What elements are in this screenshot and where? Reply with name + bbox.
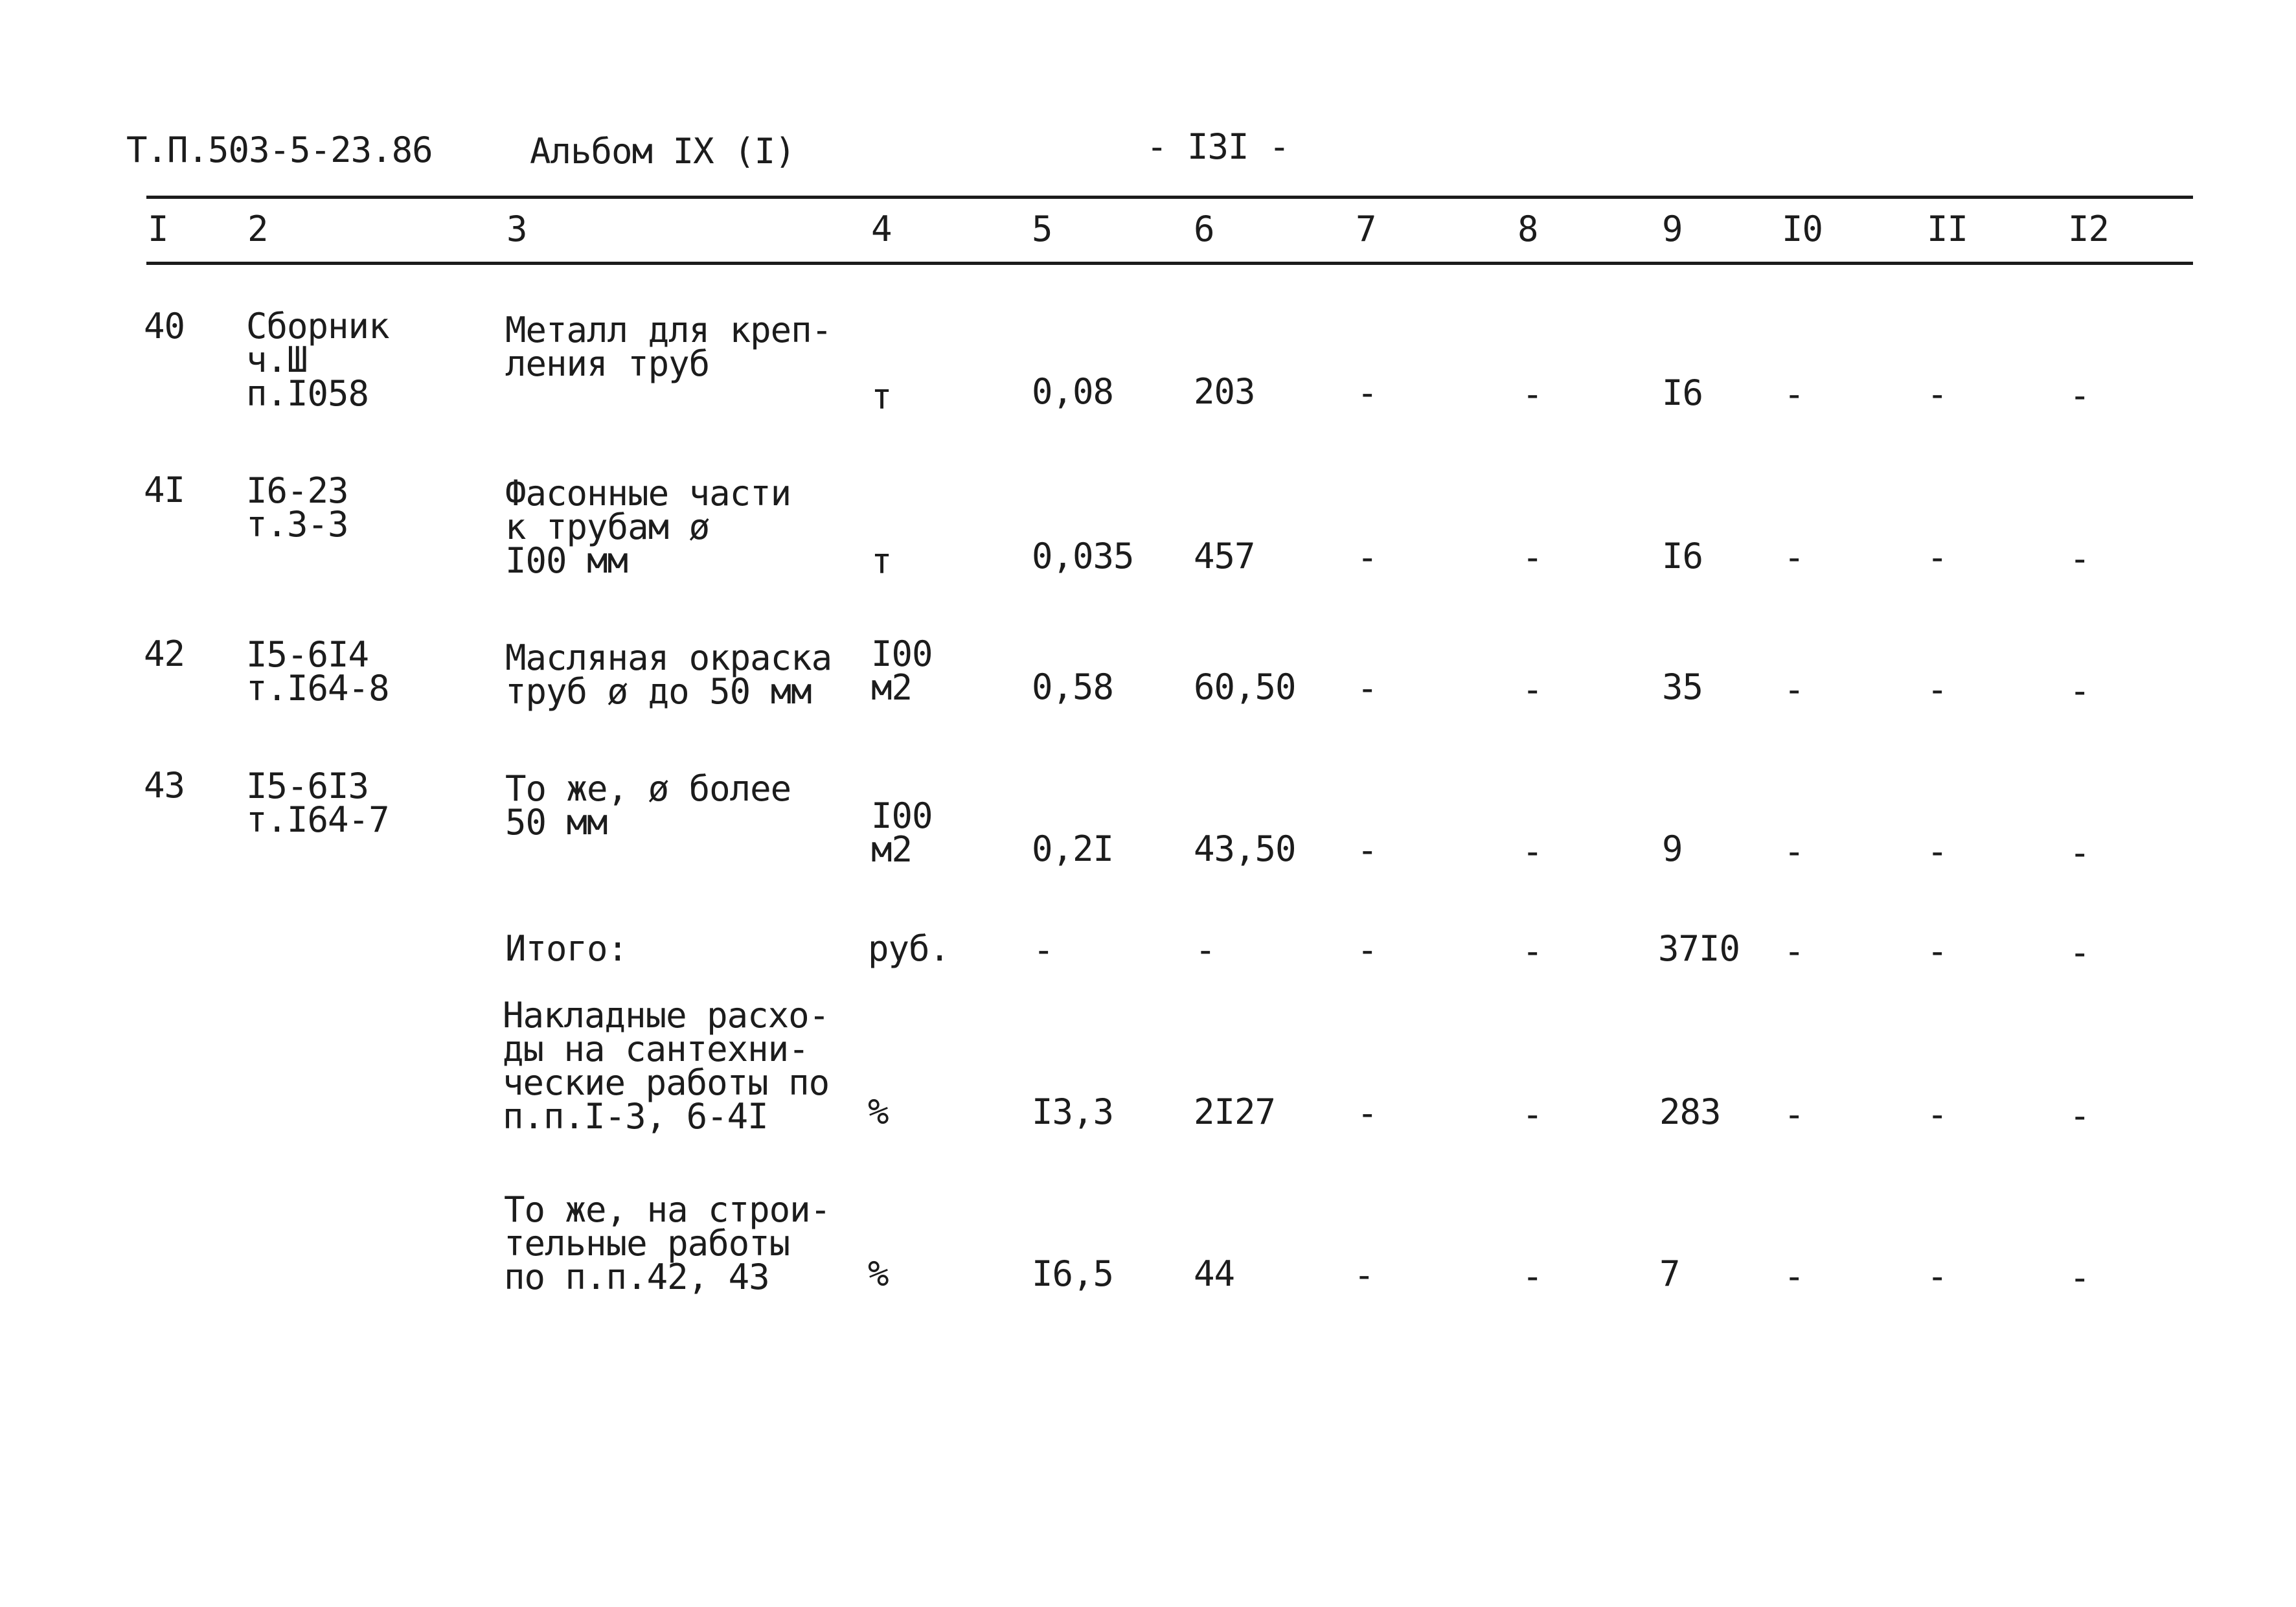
- unit-price: 44: [1194, 1253, 1235, 1294]
- album-label: Альбом IX (I): [530, 131, 795, 172]
- item-name: То же, ø более 50 мм: [505, 768, 791, 843]
- cell-12: -: [2069, 932, 2090, 973]
- cell-8: -: [1522, 374, 1543, 415]
- quantity: I3,3: [1032, 1091, 1114, 1132]
- cell-7: -: [1357, 929, 1378, 970]
- column-header: 5: [1032, 209, 1052, 249]
- row-number: 42: [144, 633, 185, 674]
- cell-12: -: [2069, 375, 2090, 416]
- item-name: Металл для креп- ления труб: [505, 310, 832, 384]
- cell-9: I6: [1662, 372, 1703, 413]
- norm-code: I5-6I4 т.I64-8: [246, 634, 389, 709]
- cell-9: 35: [1662, 667, 1703, 707]
- column-header: I2: [2068, 209, 2109, 249]
- cell-10: -: [1784, 1256, 1804, 1297]
- cell-10: -: [1784, 669, 1804, 710]
- cell-12: -: [2069, 1095, 2090, 1136]
- cell-11: -: [1927, 931, 1948, 972]
- cell-9: I6: [1662, 536, 1703, 576]
- column-header: 7: [1356, 209, 1376, 249]
- unit-price: 203: [1194, 371, 1255, 412]
- column-header: II: [1927, 209, 1968, 249]
- cell-8: -: [1522, 1094, 1543, 1135]
- row-number: 43: [144, 765, 185, 806]
- unit-price: -: [1195, 929, 1216, 970]
- cell-10: -: [1784, 1094, 1804, 1135]
- item-name: Масляная окраска труб ø до 50 мм: [505, 637, 832, 712]
- quantity: -: [1033, 929, 1054, 970]
- cell-8: -: [1522, 831, 1543, 872]
- row-number: 40: [144, 306, 185, 347]
- cell-9: 37I0: [1658, 928, 1740, 969]
- cell-7: -: [1357, 372, 1378, 413]
- unit: I00 м2: [871, 795, 933, 870]
- cell-10: -: [1784, 931, 1804, 972]
- cell-7: -: [1357, 668, 1378, 709]
- quantity: I6,5: [1032, 1253, 1114, 1294]
- column-header: 6: [1194, 209, 1214, 249]
- column-header: I: [148, 209, 168, 249]
- cell-12: -: [2069, 538, 2090, 579]
- cell-9: 9: [1662, 828, 1683, 869]
- cell-7: -: [1354, 1255, 1374, 1295]
- cell-8: -: [1522, 1256, 1543, 1297]
- quantity: 0,08: [1032, 371, 1114, 412]
- item-name: Накладные расхо- ды на сантехни- ческие работы по п.п.I-3, 6-4I: [503, 995, 830, 1137]
- cell-11: -: [1927, 1094, 1948, 1135]
- column-header: 9: [1662, 209, 1683, 249]
- cell-10: -: [1784, 537, 1804, 578]
- column-header: 8: [1517, 209, 1538, 249]
- cell-10: -: [1784, 831, 1804, 872]
- cell-7: -: [1357, 537, 1378, 578]
- quantity: 0,035: [1032, 536, 1134, 576]
- cell-8: -: [1522, 931, 1543, 972]
- norm-code: I5-6I3 т.I64-7: [246, 766, 389, 840]
- column-header: 3: [506, 209, 527, 249]
- quantity: 0,58: [1032, 667, 1114, 707]
- header-top-rule: [146, 196, 2193, 199]
- unit: %: [868, 1091, 889, 1132]
- cell-12: -: [2069, 832, 2090, 873]
- unit-price: 60,50: [1194, 667, 1296, 707]
- cell-8: -: [1522, 669, 1543, 710]
- unit: %: [868, 1253, 889, 1294]
- cell-11: -: [1927, 1256, 1948, 1297]
- cell-9: 283: [1659, 1091, 1721, 1132]
- column-header: 2: [247, 209, 268, 249]
- unit: т: [871, 376, 892, 417]
- norm-code: I6-23 т.3-3: [246, 470, 348, 545]
- header-bottom-rule: [146, 262, 2193, 265]
- row-number: 4I: [144, 470, 185, 510]
- unit-price: 43,50: [1194, 828, 1296, 869]
- unit: I00 м2: [871, 633, 933, 708]
- cell-8: -: [1522, 537, 1543, 578]
- column-header: 4: [871, 209, 892, 249]
- column-header: I0: [1782, 209, 1823, 249]
- cell-12: -: [2069, 1257, 2090, 1298]
- item-name: То же, на строи- тельные работы по п.п.42, 43: [504, 1189, 831, 1297]
- total-label: Итого:: [505, 928, 628, 969]
- norm-code: Сборник ч.Ш п.I058: [246, 306, 389, 414]
- cell-11: -: [1927, 537, 1948, 578]
- unit: руб.: [868, 928, 950, 969]
- cell-11: -: [1927, 831, 1948, 872]
- cell-7: -: [1357, 830, 1378, 871]
- unit-price: 457: [1194, 536, 1255, 576]
- cell-7: -: [1357, 1093, 1378, 1134]
- cell-12: -: [2069, 670, 2090, 711]
- cell-10: -: [1784, 374, 1804, 415]
- cell-9: 7: [1659, 1253, 1680, 1294]
- document-code: Т.П.503-5-23.86: [126, 130, 433, 170]
- cell-11: -: [1927, 669, 1948, 710]
- unit: т: [871, 541, 892, 582]
- item-name: Фасонные части к трубам ø I00 мм: [505, 473, 791, 581]
- cell-11: -: [1927, 374, 1948, 415]
- unit-price: 2I27: [1194, 1091, 1276, 1132]
- quantity: 0,2I: [1032, 828, 1114, 869]
- page-number: - I3I -: [1146, 126, 1290, 167]
